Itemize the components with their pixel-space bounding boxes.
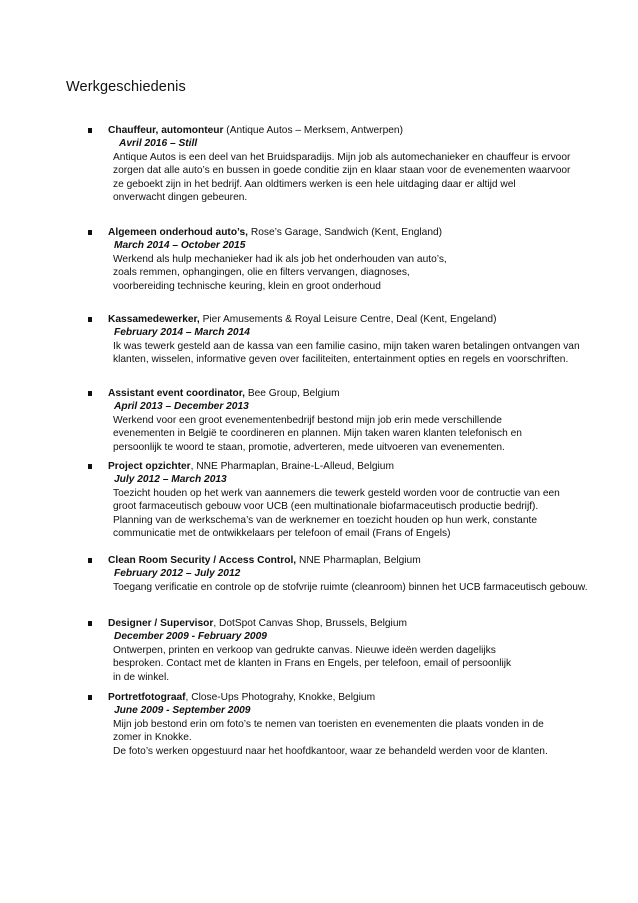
bullet-icon [88,558,92,563]
job-description-line: zorgen dat alle auto’s en bussen in goede conditie zijn en klaar staan voor de evenementen waarvoor [113,165,571,177]
bullet-icon [88,230,92,235]
section-title: Werkgeschiedenis [66,79,186,95]
job-title: Algemeen onderhoud auto’s, [108,227,248,238]
job-description-line: groot farmaceutisch gebouw voor UCB (een multinationale biofarmaceutisch productie bedrijf). [113,501,539,513]
job-description-line: Toezicht houden op het werk van aannemers die tewerk gesteld worden voor de contructie van een [113,487,560,499]
job-date: July 2012 – March 2013 [114,474,227,486]
job-employer: (Antique Autos – Merksem, Antwerpen) [223,125,403,136]
job-title: Assistant event coordinator, [108,388,245,399]
job-description-line: zoals remmen, ophangingen, olie en filters vervangen, diagnoses, [113,267,410,279]
job-title: Project opzichter [108,461,191,472]
job-entry [88,691,633,758]
job-description-line: voorbereiding technische keuring, klein en groot onderhoud [113,280,381,292]
job-title: Portretfotograaf [108,692,186,703]
job-employer: Pier Amusements & Royal Leisure Centre, Deal (Kent, Engeland) [199,314,497,325]
job-entry [88,460,633,540]
job-description-line: Toegang verificatie en controle op de stofvrije ruimte (cleanroom) binnen het UCB farmaceutisch gebouw. [113,581,588,593]
job-description-line: ze geboekt zijn in het bedrijf. Aan oldtimers werken is een hele uitdaging daar er altijd wel [113,178,516,190]
job-entry [88,617,633,684]
job-title-line [88,387,633,400]
job-title-line [88,226,633,239]
job-employer: Rose’s Garage, Sandwich (Kent, England) [248,227,443,238]
job-employer: , Close-Ups Photograhy, Knokke, Belgium [185,692,376,703]
job-date: March 2014 – October 2015 [114,240,246,252]
job-date: June 2009 - September 2009 [114,705,251,717]
job-date: Avril 2016 – Still [119,138,198,150]
job-title-line [88,554,633,567]
job-title: Designer / Supervisor [108,618,214,629]
job-description-line: Werkend als hulp mechanieker had ik als job het onderhouden van auto’s, [113,253,447,265]
job-description-line: persoonlijk te woord te staan, promotie, adverteren, mede uitvoeren van evenementen. [113,441,505,453]
job-description-line: Planning van de werkschema’s van de werknemer en toezicht houden op hun werk, constante [113,514,537,526]
job-title-line [88,617,633,630]
job-title-line [88,691,633,704]
job-employer: , DotSpot Canvas Shop, Brussels, Belgium [213,618,407,629]
job-description-line: klanten, wisselen, informative geven over faciliteiten, entertainment opties en regels en voorschriften. [113,354,569,366]
job-description-line: Ontwerpen, printen en verkoop van gedrukte canvas. Nieuwe ideën werden dagelijks [113,644,496,656]
job-description-line: De foto’s werken opgestuurd naar het hoofdkantoor, waar ze behandeld werden voor de klanten. [113,745,548,757]
job-entry [88,226,633,293]
bullet-icon [88,391,92,396]
job-description-line: Mijn job bestond erin om foto’s te nemen van toeristen en evenementen die plaats vonden in de [113,718,544,730]
job-title: Clean Room Security / Access Control, [108,555,297,566]
bullet-icon [88,464,92,469]
job-description-line: evenementen in België te coordineren en plannen. Mijn taken waren klanten telefonisch en [113,428,522,440]
job-description-line: besproken. Contact met de klanten in Frans en Engels, per telefoon, email of persoonlijk [113,658,512,670]
bullet-icon [88,695,92,700]
bullet-icon [88,317,92,322]
job-entry [88,387,633,454]
job-entry [88,124,633,204]
job-employer: Bee Group, Belgium [245,388,340,399]
job-employer: , NNE Pharmaplan, Braine-L-Alleud, Belgium [190,461,394,472]
job-description-line: in de winkel. [113,671,170,683]
job-title-line [88,313,633,326]
job-description-line: zomer in Knokke. [113,732,192,744]
job-date: February 2012 – July 2012 [114,568,241,580]
job-date: December 2009 - February 2009 [114,631,267,643]
job-entry [88,313,633,367]
job-description-line: communicatie met de ontwikkelaars per telefoon of email (Frans of Engels) [113,528,451,540]
job-description-line: Werkend voor een groot evenementenbedrijf bestond mijn job erin mede verschillende [113,414,502,426]
job-date: February 2014 – March 2014 [114,327,250,339]
job-title: Chauffeur, automonteur [108,125,224,136]
job-description-line: Ik was tewerk gesteld aan de kassa van een familie casino, mijn taken waren betalingen ontvangen van [113,340,580,352]
job-title-line [88,460,633,473]
job-date: April 2013 – December 2013 [114,401,249,413]
job-title: Kassamedewerker, [108,314,200,325]
bullet-icon [88,128,92,133]
bullet-icon [88,621,92,626]
job-employer: NNE Pharmaplan, Belgium [296,555,421,566]
job-description-line: Antique Autos is een deel van het Bruidsparadijs. Mijn job als automechanieker en chauffeur is ervoor [113,151,571,163]
job-entry [88,554,633,594]
job-description-line: onverwacht dingen gebeuren. [113,192,248,204]
job-title-line [88,124,633,137]
